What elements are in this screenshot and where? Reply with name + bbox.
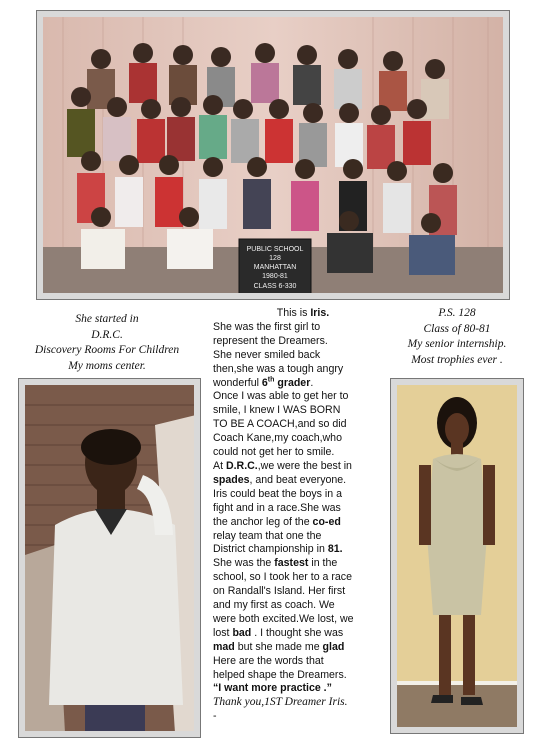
right-caption-line: P.S. 128 <box>438 307 476 319</box>
class-photo-frame <box>36 10 510 300</box>
story-line <box>213 627 393 641</box>
story-line: and my first as coach. We <box>213 599 335 612</box>
story-quote <box>213 682 393 696</box>
story-line <box>213 307 393 321</box>
story-line <box>213 557 393 571</box>
story-text-run: lost <box>213 626 233 639</box>
story-quote-text: “I want more practice .” <box>213 682 332 695</box>
story-line: Once I was able to get her to <box>213 390 349 403</box>
story-bold-run: 81. <box>327 543 343 556</box>
story-text-run: the anchor leg of the <box>213 515 313 528</box>
story-text <box>213 307 393 724</box>
adult-iris-photo <box>397 385 517 727</box>
story-line <box>213 474 393 488</box>
story-line: on Randall's Island. Her first <box>213 585 346 598</box>
story-line: school, so I took her to a race <box>213 571 352 584</box>
story-line: Iris could beat the boys in a <box>213 487 342 500</box>
story-line <box>213 516 393 530</box>
story-text-run: . I thought she was <box>251 626 344 639</box>
story-text-run: in the <box>308 557 338 570</box>
story-bold-run: fastest <box>274 557 309 570</box>
story-line: She never smiled back <box>213 348 321 361</box>
right-caption-line: Most trophies ever . <box>411 353 503 366</box>
story-line: were both excited.We lost, we <box>213 612 354 625</box>
story-bold-run: grader <box>274 376 311 389</box>
sign-line-3: MANHATTAN <box>253 264 297 271</box>
left-caption-line: She started in <box>75 313 139 325</box>
adult-iris-photo-image <box>397 385 517 727</box>
left-caption-line: D.R.C. <box>91 328 123 341</box>
story-line: then,she was a tough angry <box>213 362 344 375</box>
story-thanks: Thank you,1ST Dreamer Iris. <box>213 696 348 709</box>
story-bold-run: bad <box>232 626 252 639</box>
story-text-run: District championship in <box>213 543 328 556</box>
story-line: She was the first girl to <box>213 320 321 333</box>
young-iris-photo <box>25 385 194 731</box>
story-text-run: , and beat everyone. <box>249 473 347 486</box>
story-text-run: This is <box>276 307 311 319</box>
story-bold-run: D.R.C. <box>225 459 258 472</box>
right-caption <box>392 306 522 368</box>
story-line: TO BE A COACH,and so did <box>213 418 347 431</box>
story-line: Here are the words that <box>213 654 324 667</box>
story-text-run: . <box>310 376 314 389</box>
story-line <box>213 377 393 391</box>
class-photo-image <box>43 17 503 293</box>
left-caption-line: My moms center. <box>68 359 146 372</box>
story-line: fight and in a race.She was <box>213 501 341 514</box>
young-iris-photo-frame <box>18 378 201 738</box>
sign-line-4: 1980-81 <box>262 273 288 280</box>
story-name-bold: Iris. <box>310 307 330 319</box>
story-line <box>213 460 393 474</box>
story-text-run: She was the <box>213 557 275 570</box>
story-superscript: th <box>267 376 275 383</box>
story-text-run: At <box>213 459 226 472</box>
story-line: helped shape the Dreamers. <box>213 668 347 681</box>
right-caption-line: Class of 80-81 <box>423 322 491 335</box>
story-text-run: wonderful <box>213 376 262 389</box>
adult-iris-photo-frame <box>390 378 524 734</box>
story-line <box>213 543 393 557</box>
young-iris-photo-image <box>25 385 194 731</box>
story-bold-run: glad <box>322 640 345 653</box>
story-dash: - <box>213 710 217 723</box>
right-caption-line: My senior internship. <box>407 338 507 350</box>
story-text-run: ,we were the best in <box>257 459 352 472</box>
story-bold-run: mad <box>213 640 235 653</box>
sign-line-1: PUBLIC SCHOOL <box>246 246 304 253</box>
sign-line-2: 128 <box>269 255 281 262</box>
story-line: could not get her to smile. <box>213 446 335 459</box>
story-text-run: but she made me <box>234 640 323 653</box>
story-line <box>213 641 393 655</box>
left-caption <box>18 312 196 374</box>
story-line: Coach Kane,my coach,who <box>213 432 342 445</box>
story-line: represent the Dreamers. <box>213 334 328 347</box>
story-bold-run: 6 <box>261 376 268 389</box>
story-bold-run: co-ed <box>312 515 341 528</box>
left-caption-line: Discovery Rooms For Children <box>34 344 180 356</box>
story-line: smile, I knew I WAS BORN <box>213 404 341 417</box>
class-photo <box>43 17 503 293</box>
story-line: relay team that one the <box>213 529 322 542</box>
story-bold-run: spades <box>213 473 250 486</box>
sign-line-5: CLASS 6-330 <box>253 283 297 290</box>
